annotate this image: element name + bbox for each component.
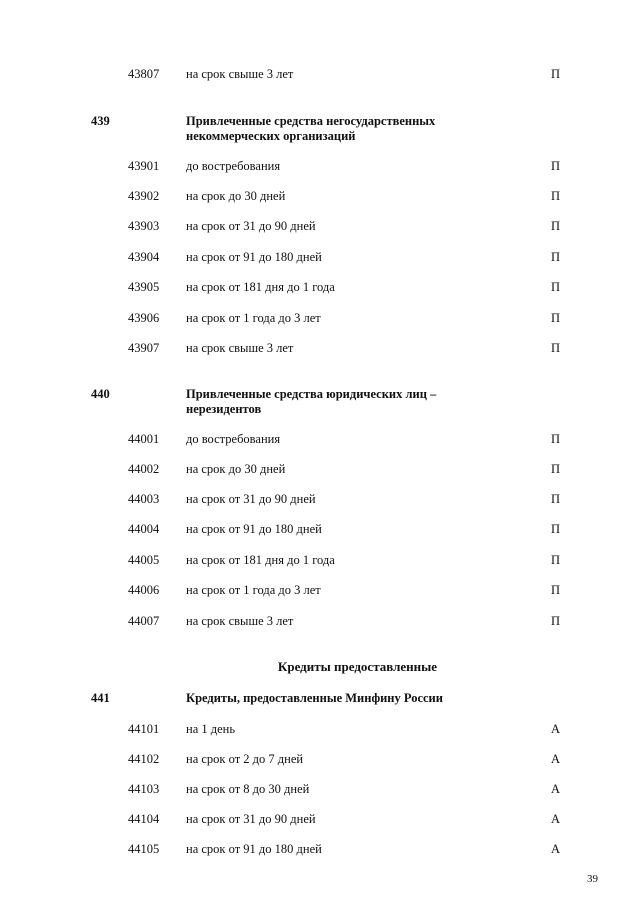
account-type: П [551, 250, 561, 264]
table-row [0, 250, 640, 270]
account-code: 44003 [128, 492, 160, 506]
account-code: 44105 [128, 842, 160, 856]
account-code: 43906 [128, 311, 160, 325]
account-description: на срок от 1 года до 3 лет [186, 311, 321, 325]
account-description: на срок свыше 3 лет [186, 614, 294, 628]
account-type: А [551, 782, 561, 796]
account-description: на срок от 1 года до 3 лет [186, 583, 321, 597]
table-row [0, 614, 640, 634]
account-description: на срок от 91 до 180 дней [186, 522, 322, 536]
account-type: П [551, 219, 561, 233]
account-description: на срок от 31 до 90 дней [186, 219, 316, 233]
account-description: на срок свыше 3 лет [186, 67, 294, 81]
table-row [0, 462, 640, 482]
section-title: Кредиты предоставленные [277, 659, 438, 674]
account-code: 44101 [128, 722, 160, 736]
group-code: 440 [91, 387, 110, 401]
account-type: П [551, 583, 561, 597]
account-description: на срок от 91 до 180 дней [186, 250, 322, 264]
table-row [0, 341, 640, 361]
account-type: П [551, 67, 561, 81]
table-row [0, 189, 640, 209]
account-type: А [551, 722, 561, 736]
account-description: на срок от 31 до 90 дней [186, 812, 316, 826]
table-row [0, 782, 640, 802]
table-row [0, 722, 640, 742]
table-row [0, 583, 640, 603]
account-code: 43905 [128, 280, 160, 294]
account-type: П [551, 189, 561, 203]
account-description: на 1 день [186, 722, 236, 736]
account-code: 43907 [128, 341, 160, 355]
account-code: 43904 [128, 250, 160, 264]
table-row [0, 159, 640, 179]
account-type: А [551, 752, 561, 766]
table-row [0, 842, 640, 862]
account-type: П [551, 432, 561, 446]
account-type: П [551, 553, 561, 567]
table-row [0, 67, 640, 87]
account-description: на срок от 181 дня до 1 года [186, 553, 335, 567]
account-code: 44007 [128, 614, 160, 628]
table-row [0, 492, 640, 512]
account-type: П [551, 522, 561, 536]
account-type: А [551, 812, 561, 826]
account-code: 43901 [128, 159, 160, 173]
account-code: 44004 [128, 522, 160, 536]
account-description: на срок свыше 3 лет [186, 341, 294, 355]
account-type: П [551, 614, 561, 628]
account-code: 44104 [128, 812, 160, 826]
table-row [0, 812, 640, 832]
account-description: на срок от 181 дня до 1 года [186, 280, 335, 294]
account-code: 44002 [128, 462, 160, 476]
account-type: П [551, 462, 561, 476]
account-description: на срок от 8 до 30 дней [186, 782, 310, 796]
page-number: 39 [587, 873, 598, 885]
group-name: Привлеченные средства юридических лиц – нерезидентов [186, 387, 437, 416]
table-row [0, 432, 640, 452]
account-type: П [551, 492, 561, 506]
table-row [0, 522, 640, 542]
account-code: 44102 [128, 752, 160, 766]
table-row [0, 311, 640, 331]
account-type: А [551, 842, 561, 856]
account-description: на срок до 30 дней [186, 462, 286, 476]
account-code: 43902 [128, 189, 160, 203]
account-code: 44001 [128, 432, 160, 446]
account-type: П [551, 159, 561, 173]
account-description: на срок от 91 до 180 дней [186, 842, 322, 856]
account-description: на срок от 2 до 7 дней [186, 752, 304, 766]
account-description: на срок от 31 до 90 дней [186, 492, 316, 506]
table-row [0, 553, 640, 573]
group-name: Кредиты, предоставленные Минфину России [186, 691, 443, 705]
account-description: до востребования [186, 432, 281, 446]
account-description: до востребования [186, 159, 281, 173]
group-name: Привлеченные средства негосударственных некоммерческих организаций [186, 114, 436, 143]
table-row [0, 280, 640, 300]
account-description: на срок до 30 дней [186, 189, 286, 203]
account-code: 44103 [128, 782, 160, 796]
account-type: П [551, 311, 561, 325]
group-code: 441 [91, 691, 110, 705]
account-type: П [551, 341, 561, 355]
account-type: П [551, 280, 561, 294]
account-code: 43807 [128, 67, 160, 81]
group-code: 439 [91, 114, 110, 128]
account-code: 44005 [128, 553, 160, 567]
account-code: 43903 [128, 219, 160, 233]
table-row [0, 752, 640, 772]
account-code: 44006 [128, 583, 160, 597]
table-row [0, 219, 640, 239]
